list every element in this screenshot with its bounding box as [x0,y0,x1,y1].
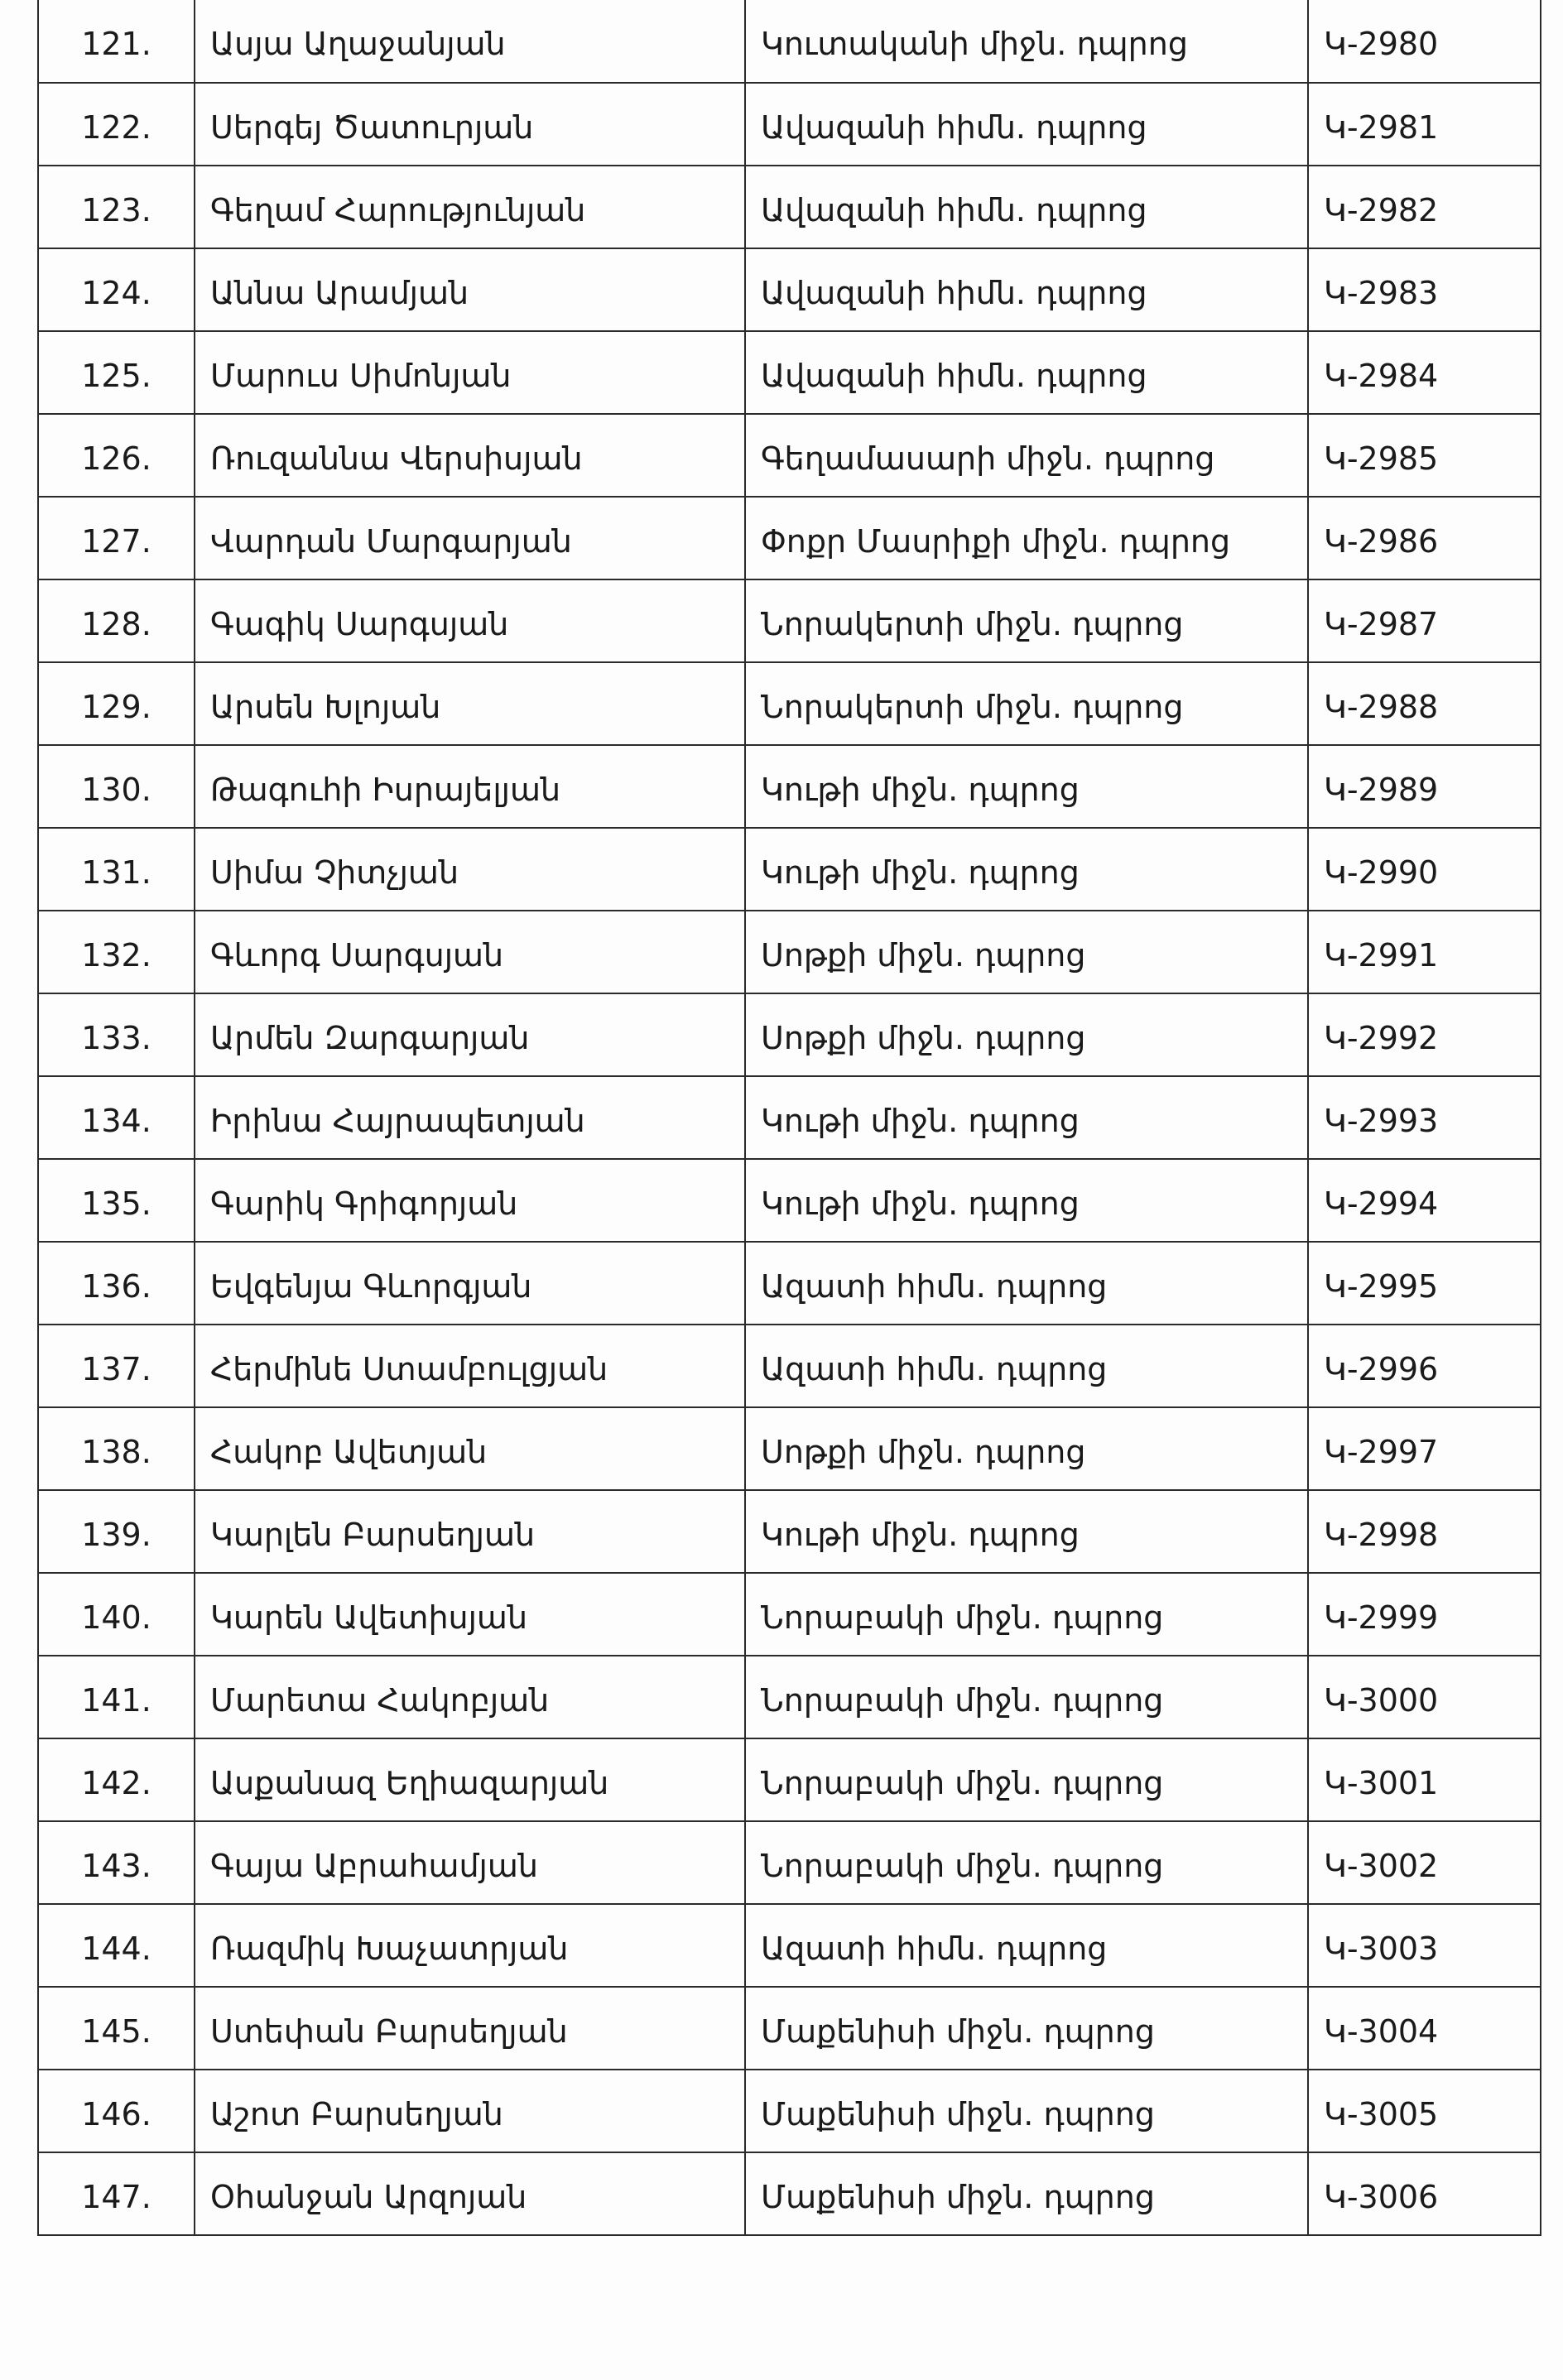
school-cell: Նորաբակի միջն. դպրոց [745,1573,1308,1656]
name-cell: Ասքանազ Եղիազարյան [195,1738,745,1821]
code-cell: Կ-2989 [1308,745,1541,828]
row-number-cell: 122. [38,83,195,166]
name-cell: Արսեն Խլոյան [195,662,745,745]
name-cell: Արմեն Զարգարյան [195,993,745,1076]
school-cell: Կուտականի միջն. դպրոց [745,0,1308,83]
row-number-cell: 123. [38,166,195,248]
table-row [38,745,1541,828]
row-number-cell: 121. [38,0,195,83]
table-row [38,1325,1541,1407]
code-cell: Կ-2980 [1308,0,1541,83]
code-cell: Կ-2985 [1308,414,1541,497]
name-cell: Մարուս Սիմոնյան [195,331,745,414]
table-row [38,1490,1541,1573]
school-cell: Ավազանի հիմն. դպրոց [745,83,1308,166]
row-number-cell: 128. [38,579,195,662]
school-cell: Ավազանի հիմն. դպրոց [745,248,1308,331]
school-cell: Ազատի հիմն. դպրոց [745,1242,1308,1325]
code-cell: Կ-3000 [1308,1656,1541,1738]
table-row [38,1738,1541,1821]
code-cell: Կ-3003 [1308,1904,1541,1987]
name-cell: Իրինա Հայրապետյան [195,1076,745,1159]
school-cell: Կութի միջն. դպրոց [745,1076,1308,1159]
school-cell: Գեղամասարի միջն. դպրոց [745,414,1308,497]
school-cell: Նորակերտի միջն. դպրոց [745,662,1308,745]
name-cell: Թագուհի Իսրայելյան [195,745,745,828]
code-cell: Կ-3001 [1308,1738,1541,1821]
school-cell: Կութի միջն. դպրոց [745,1490,1308,1573]
name-cell: Գայա Աբրահամյան [195,1821,745,1904]
table-row [38,1076,1541,1159]
row-number-cell: 138. [38,1407,195,1490]
school-cell: Նորաբակի միջն. դպրոց [745,1821,1308,1904]
row-number-cell: 135. [38,1159,195,1242]
row-number-cell: 143. [38,1821,195,1904]
row-number-cell: 129. [38,662,195,745]
code-cell: Կ-2996 [1308,1325,1541,1407]
name-cell: Ռազմիկ Խաչատրյան [195,1904,745,1987]
code-cell: Կ-2981 [1308,83,1541,166]
table-row [38,166,1541,248]
name-cell: Գարիկ Գրիգորյան [195,1159,745,1242]
name-cell: Գեղամ Հարությունյան [195,166,745,248]
school-cell: Ազատի հիմն. դպրոց [745,1325,1308,1407]
name-cell: Եվգենյա Գևորգյան [195,1242,745,1325]
row-number-cell: 130. [38,745,195,828]
school-cell: Մաքենիսի միջն. դպրոց [745,1987,1308,2070]
table-row [38,911,1541,993]
table-row [38,993,1541,1076]
table-row [38,1904,1541,1987]
school-cell: Ավազանի հիմն. դպրոց [745,166,1308,248]
table-row [38,83,1541,166]
row-number-cell: 141. [38,1656,195,1738]
name-cell: Հերմինե Ստամբուլցյան [195,1325,745,1407]
row-number-cell: 131. [38,828,195,911]
name-cell: Ռուզաննա Վերսիսյան [195,414,745,497]
table-row [38,497,1541,579]
name-cell: Գագիկ Սարգսյան [195,579,745,662]
school-cell: Փոքր Մասրիքի միջն. դպրոց [745,497,1308,579]
table-row [38,0,1541,83]
table-row [38,579,1541,662]
code-cell: Կ-2992 [1308,993,1541,1076]
table-row [38,1656,1541,1738]
table-row [38,1242,1541,1325]
code-cell: Կ-2990 [1308,828,1541,911]
code-cell: Կ-2997 [1308,1407,1541,1490]
name-cell: Օհանջան Արզոյան [195,2152,745,2235]
name-cell: Մարետա Հակոբյան [195,1656,745,1738]
name-cell: Հակոբ Ավետյան [195,1407,745,1490]
code-cell: Կ-2991 [1308,911,1541,993]
row-number-cell: 144. [38,1904,195,1987]
school-cell: Նորաբակի միջն. դպրոց [745,1656,1308,1738]
table-row [38,828,1541,911]
school-cell: Նորակերտի միջն. դպրոց [745,579,1308,662]
row-number-cell: 125. [38,331,195,414]
name-cell: Կարլեն Բարսեղյան [195,1490,745,1573]
code-cell: Կ-2999 [1308,1573,1541,1656]
table-row [38,1821,1541,1904]
code-cell: Կ-2993 [1308,1076,1541,1159]
name-cell: Սիմա Չիտչյան [195,828,745,911]
table-row [38,2070,1541,2152]
code-cell: Կ-2986 [1308,497,1541,579]
table-row [38,414,1541,497]
code-cell: Կ-2988 [1308,662,1541,745]
name-cell: Աննա Արամյան [195,248,745,331]
name-cell: Ստեփան Բարսեղյան [195,1987,745,2070]
code-cell: Կ-2982 [1308,166,1541,248]
school-cell: Կութի միջն. դպրոց [745,745,1308,828]
code-cell: Կ-2983 [1308,248,1541,331]
code-cell: Կ-3004 [1308,1987,1541,2070]
roster-table [37,0,1541,2236]
table-row [38,2152,1541,2235]
code-cell: Կ-3005 [1308,2070,1541,2152]
row-number-cell: 127. [38,497,195,579]
school-cell: Մաքենիսի միջն. դպրոց [745,2152,1308,2235]
table-row [38,1159,1541,1242]
name-cell: Գևորգ Սարգսյան [195,911,745,993]
row-number-cell: 147. [38,2152,195,2235]
school-cell: Նորաբակի միջն. դպրոց [745,1738,1308,1821]
row-number-cell: 136. [38,1242,195,1325]
table-row [38,331,1541,414]
row-number-cell: 137. [38,1325,195,1407]
school-cell: Սոթքի միջն. դպրոց [745,993,1308,1076]
row-number-cell: 140. [38,1573,195,1656]
row-number-cell: 139. [38,1490,195,1573]
row-number-cell: 145. [38,1987,195,2070]
code-cell: Կ-3006 [1308,2152,1541,2235]
code-cell: Կ-2995 [1308,1242,1541,1325]
row-number-cell: 142. [38,1738,195,1821]
row-number-cell: 134. [38,1076,195,1159]
code-cell: Կ-2984 [1308,331,1541,414]
school-cell: Սոթքի միջն. դպրոց [745,1407,1308,1490]
name-cell: Վարդան Մարգարյան [195,497,745,579]
row-number-cell: 132. [38,911,195,993]
name-cell: Ասյա Աղաջանյան [195,0,745,83]
table-row [38,662,1541,745]
roster-body [38,0,1541,2235]
name-cell: Սերգեյ Ծատուրյան [195,83,745,166]
school-cell: Ավազանի հիմն. դպրոց [745,331,1308,414]
code-cell: Կ-2987 [1308,579,1541,662]
school-cell: Կութի միջն. դպրոց [745,1159,1308,1242]
table-row [38,248,1541,331]
code-cell: Կ-3002 [1308,1821,1541,1904]
code-cell: Կ-2998 [1308,1490,1541,1573]
school-cell: Ազատի հիմն. դպրոց [745,1904,1308,1987]
name-cell: Աշոտ Բարսեղյան [195,2070,745,2152]
row-number-cell: 133. [38,993,195,1076]
table-row [38,1987,1541,2070]
row-number-cell: 124. [38,248,195,331]
school-cell: Մաքենիսի միջն. դպրոց [745,2070,1308,2152]
school-cell: Կութի միջն. դպրոց [745,828,1308,911]
table-row [38,1573,1541,1656]
table-row [38,1407,1541,1490]
name-cell: Կարեն Ավետիսյան [195,1573,745,1656]
row-number-cell: 146. [38,2070,195,2152]
row-number-cell: 126. [38,414,195,497]
code-cell: Կ-2994 [1308,1159,1541,1242]
school-cell: Սոթքի միջն. դպրոց [745,911,1308,993]
